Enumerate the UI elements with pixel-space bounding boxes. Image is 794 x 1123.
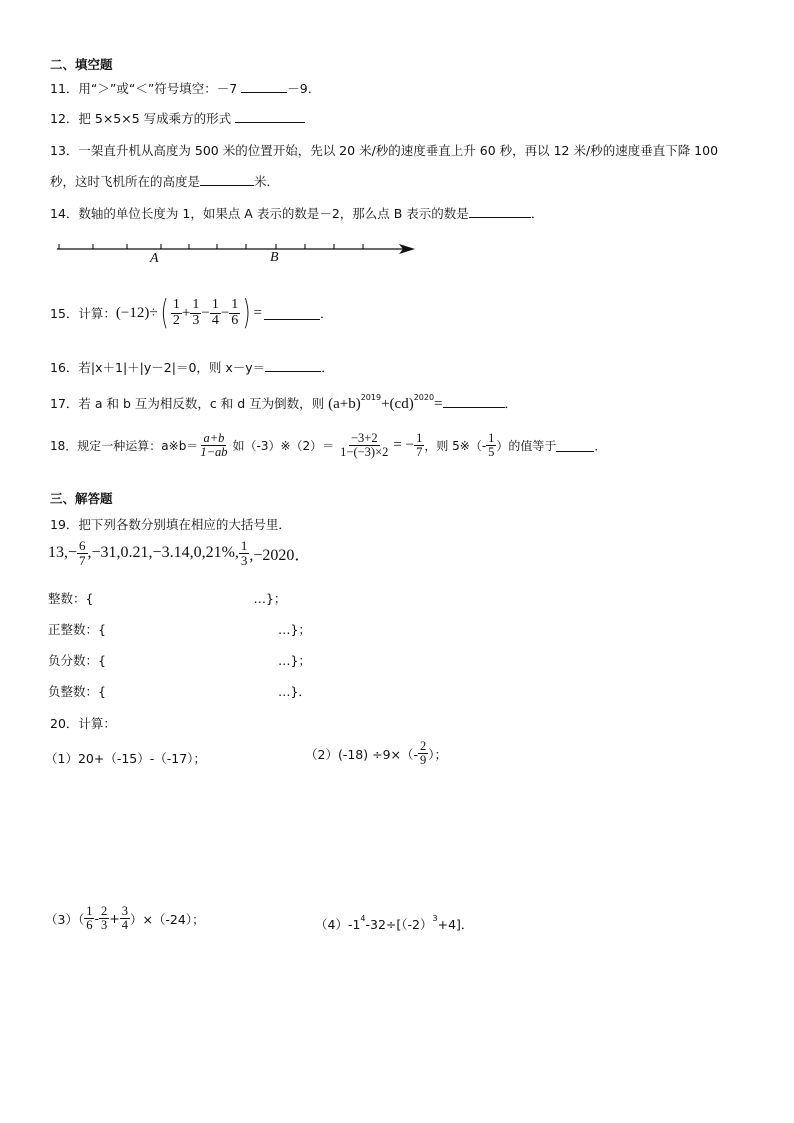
question-text: 若 a 和 b 互为相反数，c 和 d 互为倒数，则: [78, 396, 325, 411]
fraction-numerator: 1: [488, 431, 495, 445]
fraction-numerator: 1: [240, 538, 248, 553]
question-11: [50, 79, 320, 97]
fraction-numerator: 1: [231, 296, 239, 312]
question-text-line1: 一架直升机从高度为 500 米的位置开始，先以 20 米/秒的速度垂直上升 60 秒，再以 12 米/秒的速度垂直下降 100: [78, 143, 719, 158]
positive-integer-set-row: [48, 620, 311, 638]
question-text: 计算：: [78, 716, 116, 731]
question-unit: 米．: [254, 174, 280, 189]
question-20: [50, 714, 116, 732]
set-end: …}；: [253, 591, 287, 606]
question-tail: ．: [320, 306, 333, 321]
number-line: [55, 238, 420, 270]
integer-set-row: [48, 589, 286, 607]
question-13: [50, 141, 718, 159]
question-number: 14．: [50, 206, 79, 221]
question-tail: ．: [530, 206, 544, 221]
question-number: 16．: [50, 360, 79, 375]
section-title-solve: 三、解答题: [50, 491, 113, 506]
answer-blank[interactable]: [235, 110, 305, 123]
set-label: 整数：{: [48, 591, 94, 606]
fraction-numerator: 1: [211, 296, 219, 312]
part-text: ）；: [428, 746, 448, 762]
question-number: 19．: [50, 517, 79, 532]
set-end: …}；: [277, 622, 311, 637]
question-20-part-3: （3）（ $\frac{1}{6}$ - $\frac{2}{3}$ + $\frac{3}{4}$ ）×（-24）；: [45, 904, 205, 933]
section-title-fill-in: 二、填空题: [50, 57, 113, 72]
fraction-denominator: 6: [231, 312, 239, 328]
question-text-line2: 秒，这时飞机所在的高度是: [50, 174, 201, 189]
equals-sign: =: [434, 396, 443, 412]
question-number: 15．: [50, 306, 79, 321]
question-17: [50, 393, 517, 413]
question-text-continued: ，则 5※（-: [424, 439, 487, 454]
part-text: ）×（-24）；: [129, 911, 205, 927]
example-text: 如（-3）※（2）＝: [232, 439, 335, 454]
fraction-denominator: 3: [100, 918, 108, 933]
part-text: （3）（: [45, 911, 85, 927]
exponent: 4: [360, 914, 366, 923]
fraction-numerator: 1: [86, 904, 93, 918]
question-20-part-4: [315, 914, 473, 933]
question-text: 把 5×5×5 写成乘方的形式: [78, 111, 232, 126]
number-list-part: 13,−: [48, 544, 78, 562]
expression-part: +(cd): [381, 396, 414, 412]
question-18: [50, 432, 606, 459]
question-number: 20．: [50, 716, 79, 731]
fraction-denominator: 6: [86, 918, 93, 933]
question-text: 若|x＋1|＋|y－2|＝0，则 x－y＝: [78, 360, 266, 375]
question-12: [50, 109, 305, 127]
question-number: 12．: [50, 111, 79, 126]
fraction-numerator: a+b: [203, 431, 225, 445]
answer-blank[interactable]: [264, 307, 320, 320]
question-text: 用“＞”或“＜”符号填空：－7: [78, 81, 238, 96]
exponent: 3: [432, 914, 438, 923]
question-14: [50, 204, 543, 222]
question-number: 17．: [50, 396, 79, 411]
expression-left: (−12)÷: [115, 304, 158, 321]
question-label: 计算：: [78, 306, 116, 321]
question-tail: ．: [504, 396, 518, 411]
question-text: 数轴的单位长度为 1，如果点 A 表示的数是－2，那么点 B 表示的数是: [78, 206, 469, 221]
number-line-ticks: [59, 244, 363, 249]
question-text: 把下列各数分别填在相应的大括号里．: [78, 517, 291, 532]
set-label: 负分数：{: [48, 653, 106, 668]
fraction-denominator: 4: [121, 918, 128, 933]
question-tail: ．: [321, 360, 334, 375]
fraction-numerator: 2: [420, 739, 427, 753]
set-end: …}；: [277, 653, 311, 668]
answer-blank[interactable]: [443, 395, 505, 408]
fraction-numerator: 1: [172, 296, 180, 312]
number-list: [48, 539, 310, 567]
fraction-denominator: 7: [416, 445, 423, 460]
part-text: （2）(-18) ÷9×（-: [305, 746, 419, 762]
exponent: 2020: [413, 393, 435, 402]
set-label: 负整数：{: [48, 684, 106, 699]
fraction-denominator: 1−(−3)×2: [340, 445, 389, 460]
question-19: [50, 515, 291, 533]
question-text-end: ）的值等于: [496, 439, 557, 454]
fraction-numerator: 2: [100, 904, 108, 918]
question-number: 11．: [50, 81, 79, 96]
right-paren-icon: ): [242, 293, 251, 333]
part-text: （4）-1: [315, 917, 361, 932]
question-tail: ．: [594, 439, 607, 454]
question-number: 18．: [50, 439, 78, 454]
part-text: +4]．: [437, 917, 474, 932]
exponent: 2019: [360, 393, 382, 402]
fraction-denominator: 2: [172, 312, 180, 328]
answer-blank[interactable]: [241, 80, 287, 93]
answer-blank[interactable]: [265, 359, 321, 372]
fraction-denominator: 7: [79, 552, 86, 568]
question-20-part-1: （1）20+（-15）-（-17）；: [45, 751, 206, 766]
answer-blank[interactable]: [556, 439, 594, 452]
fraction-denominator: 9: [420, 753, 427, 768]
question-number: 13．: [50, 143, 79, 158]
fraction-denominator: 1−ab: [200, 445, 228, 460]
fraction-numerator: −3+2: [350, 431, 378, 445]
answer-blank[interactable]: [469, 205, 531, 218]
negative-integer-set-row: [48, 682, 311, 700]
fraction-denominator: 3: [192, 312, 200, 328]
set-end: …}．: [277, 684, 311, 699]
fraction-denominator: 4: [211, 312, 219, 328]
number-list-part: ,−2020．: [249, 546, 311, 564]
answer-blank[interactable]: [200, 173, 254, 186]
question-20-part-2: [305, 740, 447, 767]
point-a-label: A: [150, 251, 159, 266]
fraction-numerator: 1: [416, 431, 423, 445]
equals-sign: = −: [393, 437, 415, 454]
fraction-denominator: 3: [240, 552, 248, 568]
question-16: [50, 358, 334, 376]
fraction-numerator: 6: [79, 538, 86, 553]
number-list-part: ,−31,0.21,−3.14,0,21%,: [87, 544, 239, 562]
part-text: -32÷[（-2）: [365, 917, 433, 932]
question-13-line2: [50, 172, 279, 190]
question-tail: －9．: [287, 81, 321, 96]
set-label: 正整数：{: [48, 622, 106, 637]
expression-part: (a+b): [328, 396, 361, 412]
question-15: 15． 计算： (−12)÷ ( $\frac{1}{2}$ + $\frac{1}{3}$ − $\frac{1}{4}$ − $\frac{1}{6}$ ) = ．: [50, 293, 333, 333]
question-text: 规定一种运算：a※b＝: [77, 439, 199, 454]
point-b-label: B: [270, 250, 279, 265]
fraction-denominator: 5: [488, 445, 495, 460]
left-paren-icon: (: [160, 293, 169, 333]
fraction-numerator: 3: [121, 904, 128, 918]
fraction-numerator: 1: [192, 296, 200, 312]
negative-fraction-set-row: [48, 651, 311, 669]
